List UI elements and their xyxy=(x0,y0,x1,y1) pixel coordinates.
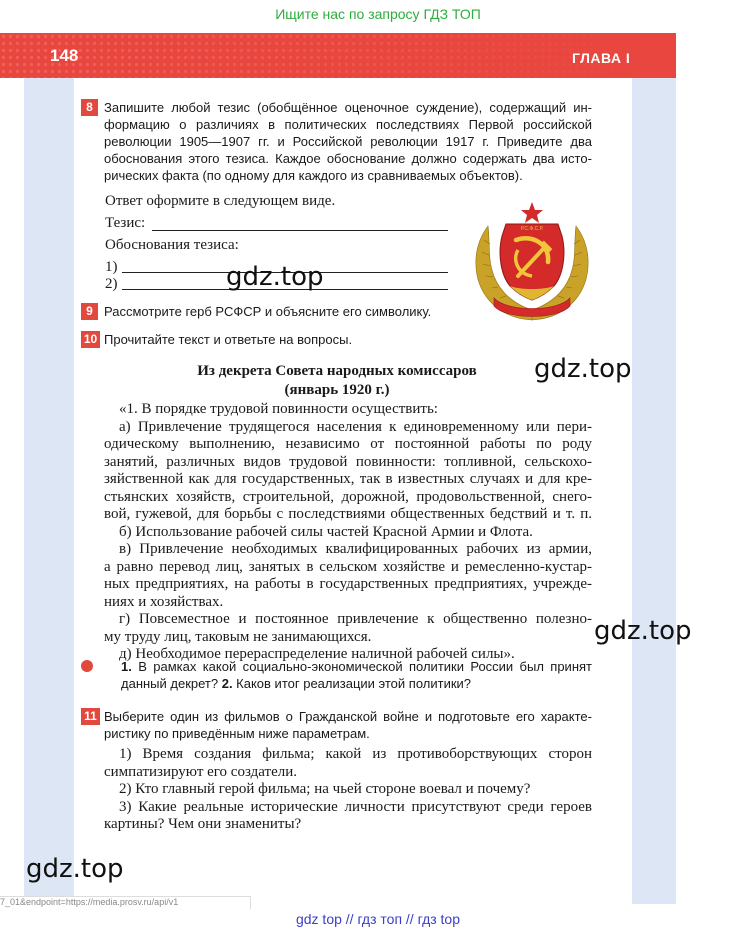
decree-line: занятий, различных видов трудовой повинности: топливной, сельскохо- xyxy=(104,453,592,470)
task-11-point: 1) Время создания фильма; какой из противоборствующих сторон xyxy=(119,746,592,762)
decree-line: зяйственной как для государственных, так в известных случаях и для кре- xyxy=(104,471,592,487)
thesis-label: Тезис: xyxy=(105,215,146,231)
question-2-number: 2. xyxy=(221,676,233,691)
task-10-text: Прочитайте текст и ответьте на вопросы. xyxy=(104,332,353,347)
task-11-badge: 11 xyxy=(81,708,100,725)
decree-line: а) Привлечение трудящегося населения к единовременному или пери- xyxy=(119,418,592,435)
watermark: gdz.top xyxy=(594,616,692,646)
question-bullet-icon xyxy=(81,660,93,672)
task-8-line: революции 1905—1907 гг. и Российской революции 1917 г. Приведите два xyxy=(104,134,592,149)
watermark: gdz.top xyxy=(226,262,324,292)
task-11-point: картины? Чем они знамениты? xyxy=(104,816,302,832)
thesis-answer-line[interactable] xyxy=(152,230,448,231)
decree-title xyxy=(104,362,570,400)
answer-intro: Ответ оформите в следующем виде. xyxy=(105,193,336,209)
top-banner[interactable]: Ищите нас по запросу ГДЗ ТОП xyxy=(275,6,481,22)
task-11-point: 3) Какие реальные исторические личности присутствуют среди героев xyxy=(119,798,592,815)
decree-line: б) Использование рабочей силы частей Красной Армии и Флота. xyxy=(119,523,533,540)
question-2-text: Каков итог реализации этой политики? xyxy=(232,676,472,691)
right-margin-band xyxy=(632,78,676,904)
decree-line: одическому выполнению, независимо от постоянной работы по роду xyxy=(104,436,592,452)
decree-title-line-1: Из декрета Совета народных комиссаров xyxy=(197,363,477,379)
rsfsr-coat-of-arms-icon xyxy=(466,200,598,332)
task-11-points xyxy=(104,746,592,834)
decree-line: ниях и хозяйствах. xyxy=(104,593,224,610)
task-11-point: 2) Кто главный герой фильма; на чьей стороне воевал и почему? xyxy=(119,781,531,797)
decree-body xyxy=(104,401,592,664)
decree-title-line-2: (январь 1920 г.) xyxy=(284,382,390,398)
question-1-text: В рамках какой социально-экономической политики России был принят xyxy=(131,659,592,674)
url-fragment: 7_01&endpoint=https://media.prosv.ru/api/v1 xyxy=(0,896,251,909)
ground-1-label: 1) xyxy=(105,259,118,275)
watermark: gdz.top xyxy=(26,854,124,884)
chapter-label: ГЛАВА I xyxy=(572,50,631,66)
svg-text:Р.С.Ф.С.Р.: Р.С.Ф.С.Р. xyxy=(520,226,544,232)
decree-line: му труду лиц, таковым не занимающихся. xyxy=(104,628,372,645)
grounds-label: Обоснования тезиса: xyxy=(105,237,239,253)
task-8-line: Запишите любой тезис (обобщённое оценочное суждение), содержащий ин- xyxy=(104,100,592,115)
decree-line: «1. В порядке трудовой повинности осуществить: xyxy=(119,401,438,417)
task-8-line: обоснования этого тезиса. Каждое обоснование должно содержать два истo- xyxy=(104,151,592,166)
task-11-line: ристику по приведённым ниже параметрам. xyxy=(104,726,370,741)
task-8-text xyxy=(104,99,592,184)
task-10-badge: 10 xyxy=(81,331,100,348)
ground-2-label: 2) xyxy=(105,276,118,292)
decree-line: вой, гужевой, для борьбы с последствиями общественных бедствий и т. п. xyxy=(104,506,592,522)
decree-line: ных предприятиях, на работы в государственных предприятиях, учрежде- xyxy=(104,576,592,592)
question-1-text-end: данный декрет? xyxy=(121,676,222,691)
decree-questions xyxy=(121,658,592,692)
task-9-text: Рассмотрите герб РСФСР и объясните его символику. xyxy=(104,304,432,319)
bottom-links[interactable]: gdz top // гдз топ // гдз top xyxy=(295,911,461,927)
task-8-line: рических факта (по одному для каждого из сравниваемых объектов). xyxy=(104,168,523,183)
task-11-point: симпатизируют его создатели. xyxy=(104,763,298,780)
decree-line: а равно перевод лиц, занятых в сельском хозяйстве и ремесленно-кустар- xyxy=(104,558,592,575)
task-8-line: формацию о различиях в политических последствиях Первой российской xyxy=(104,117,592,132)
left-margin-band xyxy=(24,78,74,904)
watermark: gdz.top xyxy=(534,354,632,384)
task-9-badge: 9 xyxy=(81,303,98,320)
task-11-line: Выберите один из фильмов о Гражданской войне и подготовьте его характе- xyxy=(104,709,592,724)
decree-line: г) Повсеместное и постоянное привлечение к общественно полезно- xyxy=(119,611,592,627)
question-1-number: 1. xyxy=(121,659,132,674)
decree-line: в) Привлечение необходимых квалифицированных рабочих из армии, xyxy=(119,541,592,557)
decree-line: стьянских хозяйств, строительной, дорожной, продовольственной, снего- xyxy=(104,488,592,505)
task-11-text xyxy=(104,708,592,742)
decree-line: д) Необходимое перераспределение наличной рабочей силы». xyxy=(119,646,515,662)
task-8-badge: 8 xyxy=(81,99,98,116)
page-number: 148 xyxy=(50,46,79,65)
